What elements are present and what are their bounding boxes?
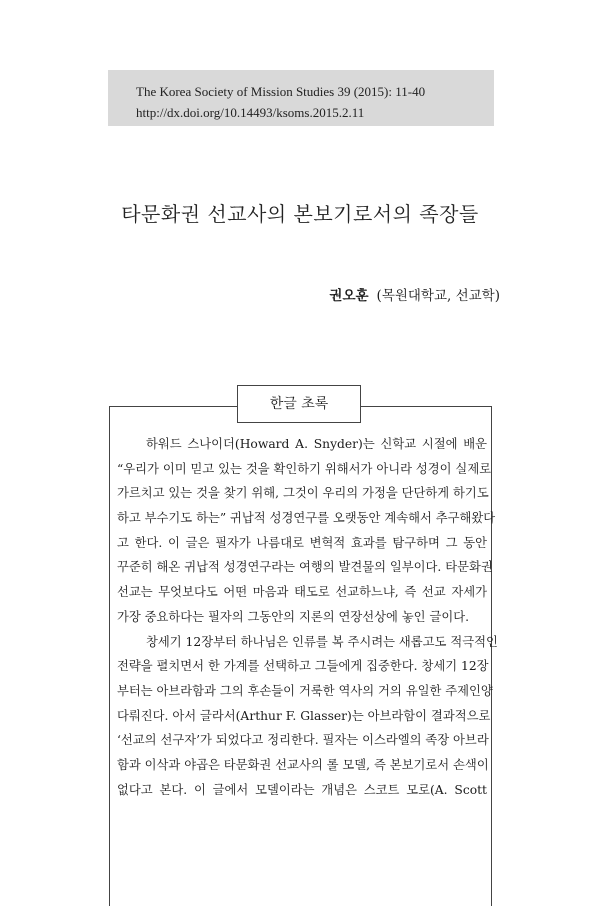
abstract-line: 부터는 아브라함과 그의 후손들이 거룩한 역사의 거의 유일한 주제인양 (117, 683, 493, 698)
abstract-line: 가르치고 있는 것을 찾기 위해, 그것이 우리의 가정을 단단하게 하기도 (117, 486, 489, 501)
abstract-line: 없다고 본다. 이 글에서 모델이라는 개념은 스코트 모로(A. Scott (117, 782, 487, 797)
author-affiliation: (목원대학교, 선교학) (376, 288, 500, 304)
abstract-line: 전략을 펼치면서 한 가계를 선택하고 그들에게 집중한다. 창세기 12장 (117, 659, 489, 674)
abstract-line: 선교는 무엇보다도 어떤 마음과 태도로 선교하느냐, 즉 선교 자세가 (117, 585, 487, 600)
abstract-line: 하워드 스나이더(Howard A. Snyder)는 신학교 시절에 배운 (146, 437, 487, 451)
abstract-body (117, 432, 498, 802)
page-title: 타문화권 선교사의 본보기로서의 족장들 (121, 202, 479, 226)
abstract-line: 고 한다. 이 글은 필자가 나름대로 변혁적 효과를 탐구하며 그 동안 (117, 535, 487, 550)
abstract-line: 다뤄진다. 아서 글라서(Arthur F. Glasser)는 아브라함이 결과적으로 (117, 708, 491, 723)
abstract-line: “우리가 이미 믿고 있는 것을 확인하기 위해서가 아니라 성경이 실제로 (117, 461, 492, 476)
journal-header (108, 70, 494, 126)
journal-citation: The Korea Society of Mission Studies 39 (2015): 11-40 (136, 84, 426, 99)
abstract-line: 하고 부수기도 하는” 귀납적 성경연구를 오랫동안 계속해서 추구해왔다 (117, 511, 496, 526)
abstract-line: ‘선교의 선구자’가 되었다고 정리한다. 필자는 이스라엘의 족장 아브라 (117, 733, 489, 748)
author-line (329, 284, 500, 304)
abstract-line: 가장 중요하다는 필자의 그동안의 지론의 연장선상에 놓인 글이다. (117, 609, 469, 624)
abstract-line: 함과 이삭과 야곱은 타문화권 선교사의 롤 모델, 즉 본보기로서 손색이 (117, 757, 489, 772)
abstract-heading: 한글 초록 (237, 385, 361, 423)
abstract-line: 창세기 12장부터 하나님은 인류를 복 주시려는 새롭고도 적극적인 (146, 634, 498, 649)
abstract-line: 꾸준히 해온 귀납적 성경연구라는 여행의 발견물의 일부이다. 타문화권 (117, 560, 493, 575)
author-name: 권오훈 (329, 288, 369, 304)
doi-link[interactable]: http://dx.doi.org/10.14493/ksoms.2015.2.11 (136, 105, 365, 120)
